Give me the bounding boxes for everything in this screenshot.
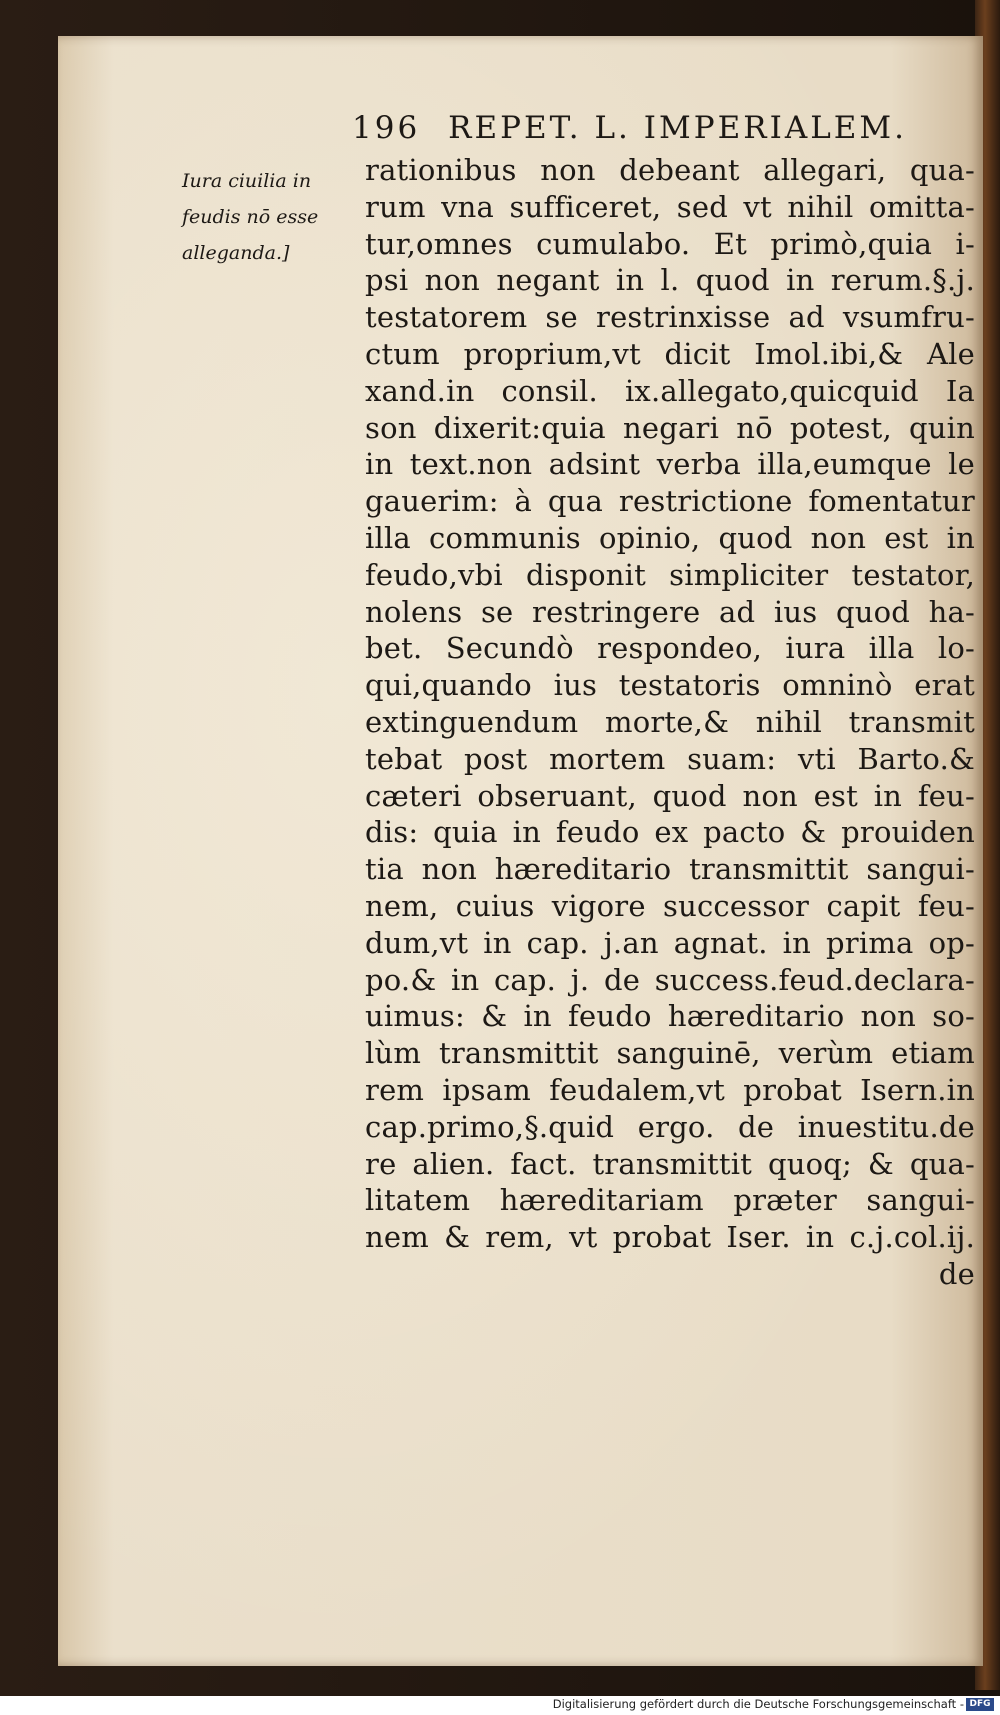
marginal-note bbox=[182, 163, 332, 271]
text-line: son dixerit:quia negari nō potest, quin bbox=[365, 410, 975, 445]
text-line: ctum proprium,vt dicit Imol.ibi,& Ale bbox=[365, 336, 975, 371]
text-line: qui,quando ius testatoris omninò erat bbox=[365, 668, 975, 703]
text-line: psi non negant in l. quod in rerum.§.j. bbox=[365, 263, 975, 298]
text-line: tebat post mortem suam: vti Barto.& bbox=[365, 741, 975, 776]
catchword: de bbox=[938, 1256, 975, 1291]
marginal-note-line: Iura ciuilia in bbox=[182, 170, 312, 192]
text-line: gauerim: à qua restrictione fomentatur bbox=[365, 484, 975, 519]
text-line: bet. Secundò respondeo, iura illa lo- bbox=[365, 631, 975, 666]
text-line: tur,omnes cumulabo. Et primò,quia i- bbox=[365, 226, 975, 261]
dfg-logo-icon: DFG bbox=[966, 1698, 994, 1711]
text-line: dum,vt in cap. j.an agnat. in prima op- bbox=[365, 925, 975, 960]
text-line: uimus: & in feudo hæreditario non so- bbox=[365, 999, 975, 1034]
marginal-note-line: alleganda.] bbox=[182, 242, 290, 264]
text-line: nem, cuius vigore successor capit feu- bbox=[365, 888, 975, 923]
text-line: tia non hæreditario transmittit sangui- bbox=[365, 852, 975, 887]
text-line: nem & rem, vt probat Iser. in c.j.col.ij. bbox=[365, 1220, 975, 1255]
text-line: rum vna sufficeret, sed vt nihil omitta- bbox=[365, 189, 975, 224]
text-line: lùm transmittit sanguinē, verùm etiam bbox=[365, 1036, 975, 1071]
text-line: rationibus non debeant allegari, qua- bbox=[365, 153, 975, 187]
text-line: nolens se restringere ad ius quod ha- bbox=[365, 594, 975, 629]
page-number: 196 bbox=[352, 110, 421, 146]
text-line: xand.in consil. ix.allegato,quicquid Ia bbox=[365, 373, 975, 408]
text-line: re alien. fact. transmittit quoq; & qua- bbox=[365, 1146, 975, 1181]
running-title: REPET. L. IMPERIALEM. bbox=[448, 110, 908, 146]
text-line: rem ipsam feudalem,vt probat Isern.in bbox=[365, 1072, 975, 1107]
marginal-note-line: feudis nō esse bbox=[182, 206, 319, 228]
text-line: testatorem se restrinxisse ad vsumfru- bbox=[365, 300, 975, 335]
body-text bbox=[365, 152, 975, 1293]
text-line: cæteri obseruant, quod non est in feu- bbox=[365, 778, 975, 813]
text-line: litatem hæreditariam præter sangui- bbox=[365, 1183, 975, 1218]
text-line: feudo,vbi disponit simpliciter testator, bbox=[365, 557, 975, 592]
text-line: dis: quia in feudo ex pacto & prouiden bbox=[365, 815, 975, 850]
text-line: po.& in cap. j. de success.feud.declara- bbox=[365, 962, 975, 997]
text-line: illa communis opinio, quod non est in bbox=[365, 520, 975, 555]
running-head bbox=[352, 110, 912, 146]
text-line: cap.primo,§.quid ergo. de inuestitu.de bbox=[365, 1109, 975, 1144]
text-line: extinguendum morte,& nihil transmit bbox=[365, 704, 975, 739]
footer-credit: Digitalisierung gefördert durch die Deutsche Forschungsgemeinschaft - bbox=[552, 1697, 964, 1711]
text-line: in text.non adsint verba illa,eumque le bbox=[365, 447, 975, 482]
